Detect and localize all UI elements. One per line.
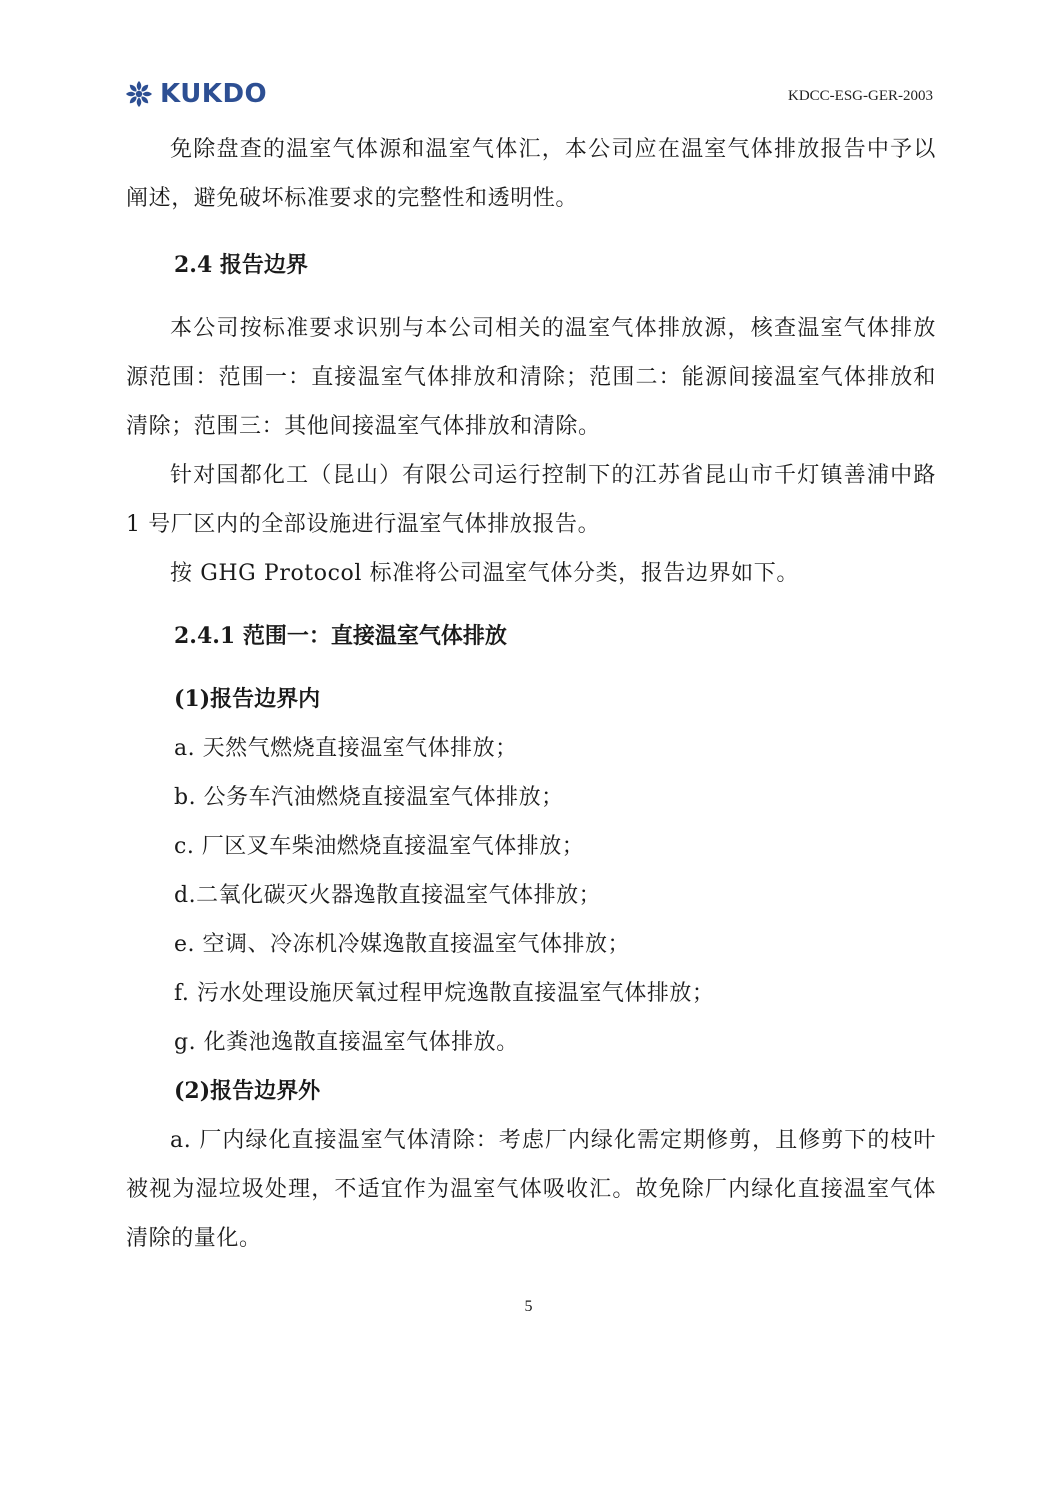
list-item: c. 厂区叉车柴油燃烧直接温室气体排放； [174,834,585,859]
inside-boundary-heading: (1)报告边界内 [174,686,321,712]
list-item: e. 空调、冷冻机冷媒逸散直接温室气体排放； [174,932,631,957]
intro-paragraph: 免除盘查的温室气体源和温室气体汇，本公司应在温室气体排放报告中予以阐述，避免破坏标准要求的完整性和透明性。 [126,137,936,211]
list-item: d.二氧化碳灭火器逸散直接温室气体排放； [174,883,602,908]
list-item: b. 公务车汽油燃烧直接温室气体排放； [174,785,564,810]
company-logo [124,78,267,110]
facility-paragraph: 针对国都化工（昆山）有限公司运行控制下的江苏省昆山市千灯镇善浦中路 1 号厂区内的全部设施进行温室气体排放报告。 [126,463,936,537]
section-heading-2-4-1: 2.4.1 范围一：直接温室气体排放 [174,623,507,649]
section-heading-2-4: 2.4 报告边界 [174,252,308,278]
outside-item-a: a. 厂内绿化直接温室气体清除：考虑厂内绿化需定期修剪，且修剪下的枝叶被视为湿垃圾处理，不适宜作为温室气体吸收汇。故免除厂内绿化直接温室气体清除的量化。 [126,1128,936,1251]
list-item: g. 化粪池逸散直接温室气体排放。 [174,1030,519,1055]
inside-boundary-list [126,724,936,1067]
classification-paragraph: 按 GHG Protocol 标准将公司温室气体分类，报告边界如下。 [170,561,799,586]
document-body [126,125,936,1263]
list-item: a. 天然气燃烧直接温室气体排放； [174,736,518,761]
scope-paragraph: 本公司按标准要求识别与本公司相关的温室气体排放源，核查温室气体排放源范围：范围一：直接温室气体排放和清除；范围二：能源间接温室气体排放和清除；范围三：其他间接温室气体排放和清除。 [126,316,936,439]
kukdo-logo-icon [124,79,154,109]
outside-boundary-heading: (2)报告边界外 [174,1078,321,1104]
document-code: KDCC-ESG-GER-2003 [788,88,933,104]
list-item: f. 污水处理设施厌氧过程甲烷逸散直接温室气体排放； [174,981,715,1006]
logo-text: KUKDO [160,79,268,109]
page-number: 5 [524,1298,533,1315]
